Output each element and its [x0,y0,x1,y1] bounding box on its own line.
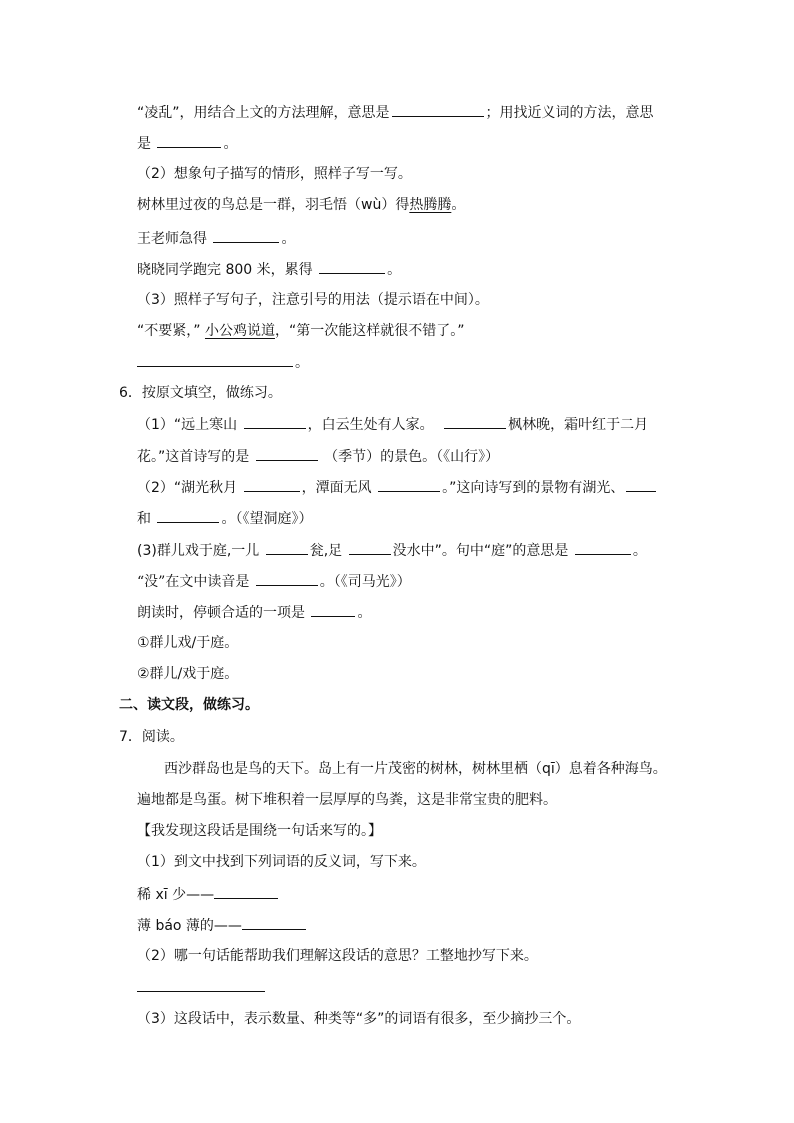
example-sentence-2 [137,321,464,341]
text: 和 [137,511,151,527]
answer-blank[interactable] [256,446,318,461]
text: (3)群儿戏于庭,一儿 [137,543,260,559]
text: ，“第一次能这样就很不错了。” [274,323,465,339]
q5-2-prompt: （2）想象句子描写的情形，照样子写一写。 [137,166,412,182]
answer-blank[interactable] [244,414,306,429]
passage-line-1: 西沙群岛也是鸟的天下。岛上有一片茂密的树林，树林里栖（qī）息着各种海鸟。 [164,761,667,777]
antonym-2 [137,915,306,935]
q7-3-prompt: （3）这段话中，表示数量、种类等“多”的词语有很多，至少摘抄三个。 [137,1011,581,1027]
q7-1-prompt: （1）到文中找到下列词语的反义词，写下来。 [137,854,426,870]
q6-3-line-1 [137,540,647,560]
text: （1）“远上寒山 [137,417,238,433]
text: （季节）的景色。（《山行》） [324,449,500,465]
q6-2-line-2 [137,508,312,528]
text: 。 [387,262,402,278]
text: “不要紧，” [137,323,201,339]
answer-blank[interactable] [575,540,631,555]
q6-3-line-2 [137,571,411,591]
answer-blank[interactable] [626,477,656,492]
answer-blank[interactable] [157,133,221,148]
answer-blank[interactable] [214,884,278,899]
passage-note: 【我发现这段话是围绕一句话来写的。】 [137,823,382,839]
text: 王老师急得 [137,231,207,247]
text: 薄 báo 薄的—— [137,918,242,934]
underlined-text: 热腾腾 [409,197,452,213]
q7-heading: 7．阅读。 [119,729,184,745]
answer-blank[interactable] [157,508,219,523]
text: 。 [451,197,466,213]
text: 没水中”。句中“庭”的意思是 [392,543,569,559]
answer-blank[interactable] [137,977,265,992]
text: ，潭面无风 [301,480,372,496]
answer-blank[interactable] [266,540,308,555]
q6-1-line-2 [137,446,499,466]
text: 树林里过夜的鸟总是一群，羽毛悟（wù）得 [137,197,410,213]
q5-3-answer-line [137,352,309,372]
answer-blank[interactable] [378,477,440,492]
text: ；用找近义词的方法，意思 [485,105,654,121]
example-sentence-1 [137,195,465,215]
text: 朗读时，停顿合适的一项是 [137,605,305,621]
answer-blank[interactable] [137,352,293,367]
text: 花。”这首诗写的是 [137,449,250,465]
text: “凌乱”，用结合上文的方法理解，意思是 [137,105,390,121]
text: 是 [137,136,151,152]
text: （2）“湖光秋月 [137,480,238,496]
answer-blank[interactable] [319,259,385,274]
q6-2-line-1 [137,477,658,497]
answer-blank[interactable] [256,571,318,586]
antonym-1 [137,884,278,904]
text: 。（《望洞庭》） [221,511,313,527]
text: 瓮,足 [309,543,343,559]
underlined-text: 小公鸡说道 [204,323,275,339]
answer-blank[interactable] [392,102,484,117]
text: 。 [295,355,309,371]
answer-blank[interactable] [244,477,300,492]
text: “没”在文中读音是 [137,574,250,590]
text: 晓晓同学跑完 800 米，累得 [137,262,313,278]
option-2[interactable]: ②群儿/戏于庭。 [137,666,239,682]
sentence-2 [137,259,401,279]
q7-2-answer-line [137,977,265,997]
option-1[interactable]: ①群儿戏/于庭。 [137,635,239,651]
text: 枫林晚，霜叶红于二月 [508,417,649,433]
answer-blank[interactable] [242,915,306,930]
answer-blank[interactable] [444,414,506,429]
text: 。 [357,605,372,621]
q7-2-prompt: （2）哪一句话能帮助我们理解这段话的意思？工整地抄写下来。 [137,948,538,964]
q5-1-line-2 [137,133,237,153]
section-2-heading: 二、读文段，做练习。 [119,697,259,713]
q5-3-prompt: （3）照样子写句子，注意引号的用法（提示语在中间）。 [137,292,489,308]
text: 。”这向诗写到的景物有湖光、 [442,480,625,496]
text: 稀 xī 少—— [137,887,215,903]
text: ，白云生处有人家。 [307,417,434,433]
q5-1-line-1 [137,102,654,122]
answer-blank[interactable] [311,602,355,617]
text: 。 [281,231,296,247]
q6-3-line-3 [137,602,371,622]
q6-1-line-1 [137,414,648,434]
text: 。（《司马光》） [319,574,411,590]
passage-line-2: 遍地都是鸟蛋。树下堆积着一层厚厚的鸟粪，这是非常宝贵的肥料。 [137,792,557,808]
q6-heading: 6．按原文填空，做练习。 [119,385,282,401]
text: 。 [632,543,647,559]
text: 。 [223,136,238,152]
sentence-1 [137,228,295,248]
answer-blank[interactable] [213,228,279,243]
answer-blank[interactable] [349,540,391,555]
